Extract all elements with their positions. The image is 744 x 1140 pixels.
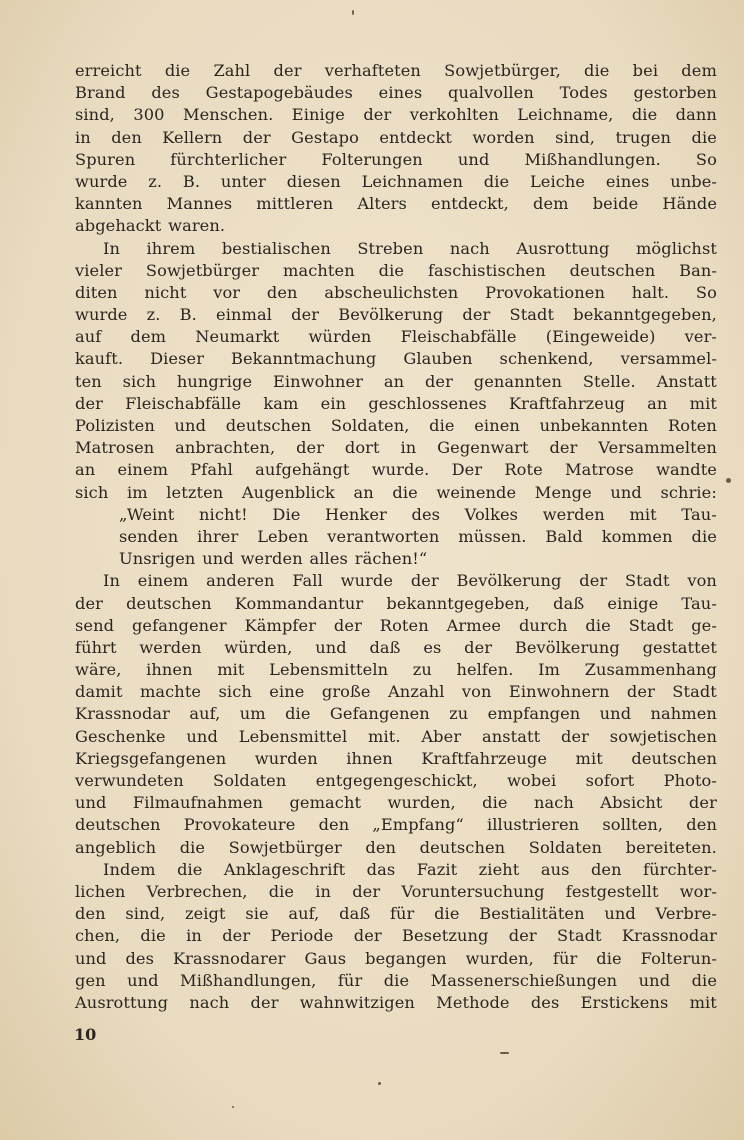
text-line: Geschenke und Lebensmittel mit. Aber anstatt der sowjetischen xyxy=(75,726,717,746)
text-line: wäre, ihnen mit Lebensmitteln zu helfen. Im Zusammenhang xyxy=(75,660,717,680)
text-line: gen und Mißhandlungen, für die Massenerschießungen und die xyxy=(75,970,717,990)
text-line: auf dem Neumarkt würden Fleischabfälle (Eingeweide) ver- xyxy=(75,327,717,347)
text-line: in den Kellern der Gestapo entdeckt worden sind, trugen die xyxy=(75,127,717,147)
text-line: diten nicht vor den abscheulichsten Provokationen halt. So xyxy=(75,282,717,302)
text-line: lichen Verbrechen, die in der Voruntersuchung festgestellt wor- xyxy=(75,881,717,901)
body-text xyxy=(75,60,717,1014)
text-line: sich im letzten Augenblick an die weinende Menge und schrie: xyxy=(75,482,717,502)
text-line: an einem Pfahl aufgehängt wurde. Der Rote Matrose wandte xyxy=(75,460,717,480)
text-line: den sind, zeigt sie auf, daß für die Bestialitäten und Verbre- xyxy=(75,904,717,924)
text-line: Brand des Gestapogebäudes eines qualvollen Todes gestorben xyxy=(75,83,717,103)
page-number: 10 xyxy=(74,1025,97,1044)
text-line: Matrosen anbrachten, der dort in Gegenwart der Versammelten xyxy=(75,438,717,458)
paper-speck xyxy=(500,1052,509,1054)
text-line: Kriegsgefangenen wurden ihnen Kraftfahrzeuge mit deutschen xyxy=(75,748,717,768)
text-line: senden ihrer Leben verantworten müssen. Bald kommen die xyxy=(119,526,717,546)
paper-speck xyxy=(726,478,731,483)
text-line: und des Krassnodarer Gaus begangen wurden, für die Folterun- xyxy=(75,948,717,968)
text-line: abgehackt waren. xyxy=(75,216,226,236)
text-line: kauft. Dieser Bekanntmachung Glauben schenkend, versammel- xyxy=(75,349,717,369)
paper-speck xyxy=(232,1106,234,1108)
text-line: In einem anderen Fall wurde der Bevölkerung der Stadt von xyxy=(103,571,717,591)
text-line: erreicht die Zahl der verhafteten Sowjetbürger, die bei dem xyxy=(75,61,717,80)
text-line: angeblich die Sowjetbürger den deutschen Soldaten bereiteten. xyxy=(75,837,717,857)
text-line: wurde z. B. einmal der Bevölkerung der Stadt bekanntgegeben, xyxy=(75,305,717,325)
text-line: Ausrottung nach der wahnwitzigen Methode des Erstickens mit xyxy=(75,992,717,1012)
text-line: führt werden würden, und daß es der Bevölkerung gestattet xyxy=(75,637,717,657)
text-line: verwundeten Soldaten entgegengeschickt, wobei sofort Photo- xyxy=(75,771,717,790)
text-line: „Weint nicht! Die Henker des Volkes werden mit Tau- xyxy=(119,504,717,524)
text-line: damit machte sich eine große Anzahl von Einwohnern der Stadt xyxy=(75,682,717,702)
text-line: In ihrem bestialischen Streben nach Ausrottung möglichst xyxy=(103,238,717,258)
text-line: der Fleischabfälle kam ein geschlossenes Kraftfahrzeug an mit xyxy=(75,393,717,413)
text-line: ten sich hungrige Einwohner an der genannten Stelle. Anstatt xyxy=(75,371,717,391)
text-line: der deutschen Kommandantur bekanntgegeben, daß einige Tau- xyxy=(75,593,717,613)
text-line: sind, 300 Menschen. Einige der verkohlten Leichname, die dann xyxy=(75,105,717,125)
paper-speck xyxy=(378,1082,381,1085)
text-line: deutschen Provokateure den „Empfang“ illustrieren sollten, den xyxy=(75,815,717,835)
paper-speck xyxy=(352,10,354,15)
text-line: kannten Mannes mittleren Alters entdeckt, dem beide Hände xyxy=(75,194,717,214)
text-line: Indem die Anklageschrift das Fazit zieht aus den fürchter- xyxy=(103,859,717,879)
text-line: send gefangener Kämpfer der Roten Armee durch die Stadt ge- xyxy=(75,615,717,635)
text-line: Krassnodar auf, um die Gefangenen zu empfangen und nahmen xyxy=(75,704,717,724)
text-line: wurde z. B. unter diesen Leichnamen die Leiche eines unbe- xyxy=(75,171,717,191)
text-line: chen, die in der Periode der Besetzung der Stadt Krassnodar xyxy=(75,926,717,946)
text-line: Polizisten und deutschen Soldaten, die einen unbekannten Roten xyxy=(75,416,717,435)
text-line: vieler Sowjetbürger machten die faschistischen deutschen Ban- xyxy=(75,260,717,280)
text-line: Unsrigen und werden alles rächen!“ xyxy=(119,549,428,569)
text-line: und Filmaufnahmen gemacht wurden, die nach Absicht der xyxy=(75,793,717,813)
text-line: Spuren fürchterlicher Folterungen und Mißhandlungen. So xyxy=(75,149,717,169)
